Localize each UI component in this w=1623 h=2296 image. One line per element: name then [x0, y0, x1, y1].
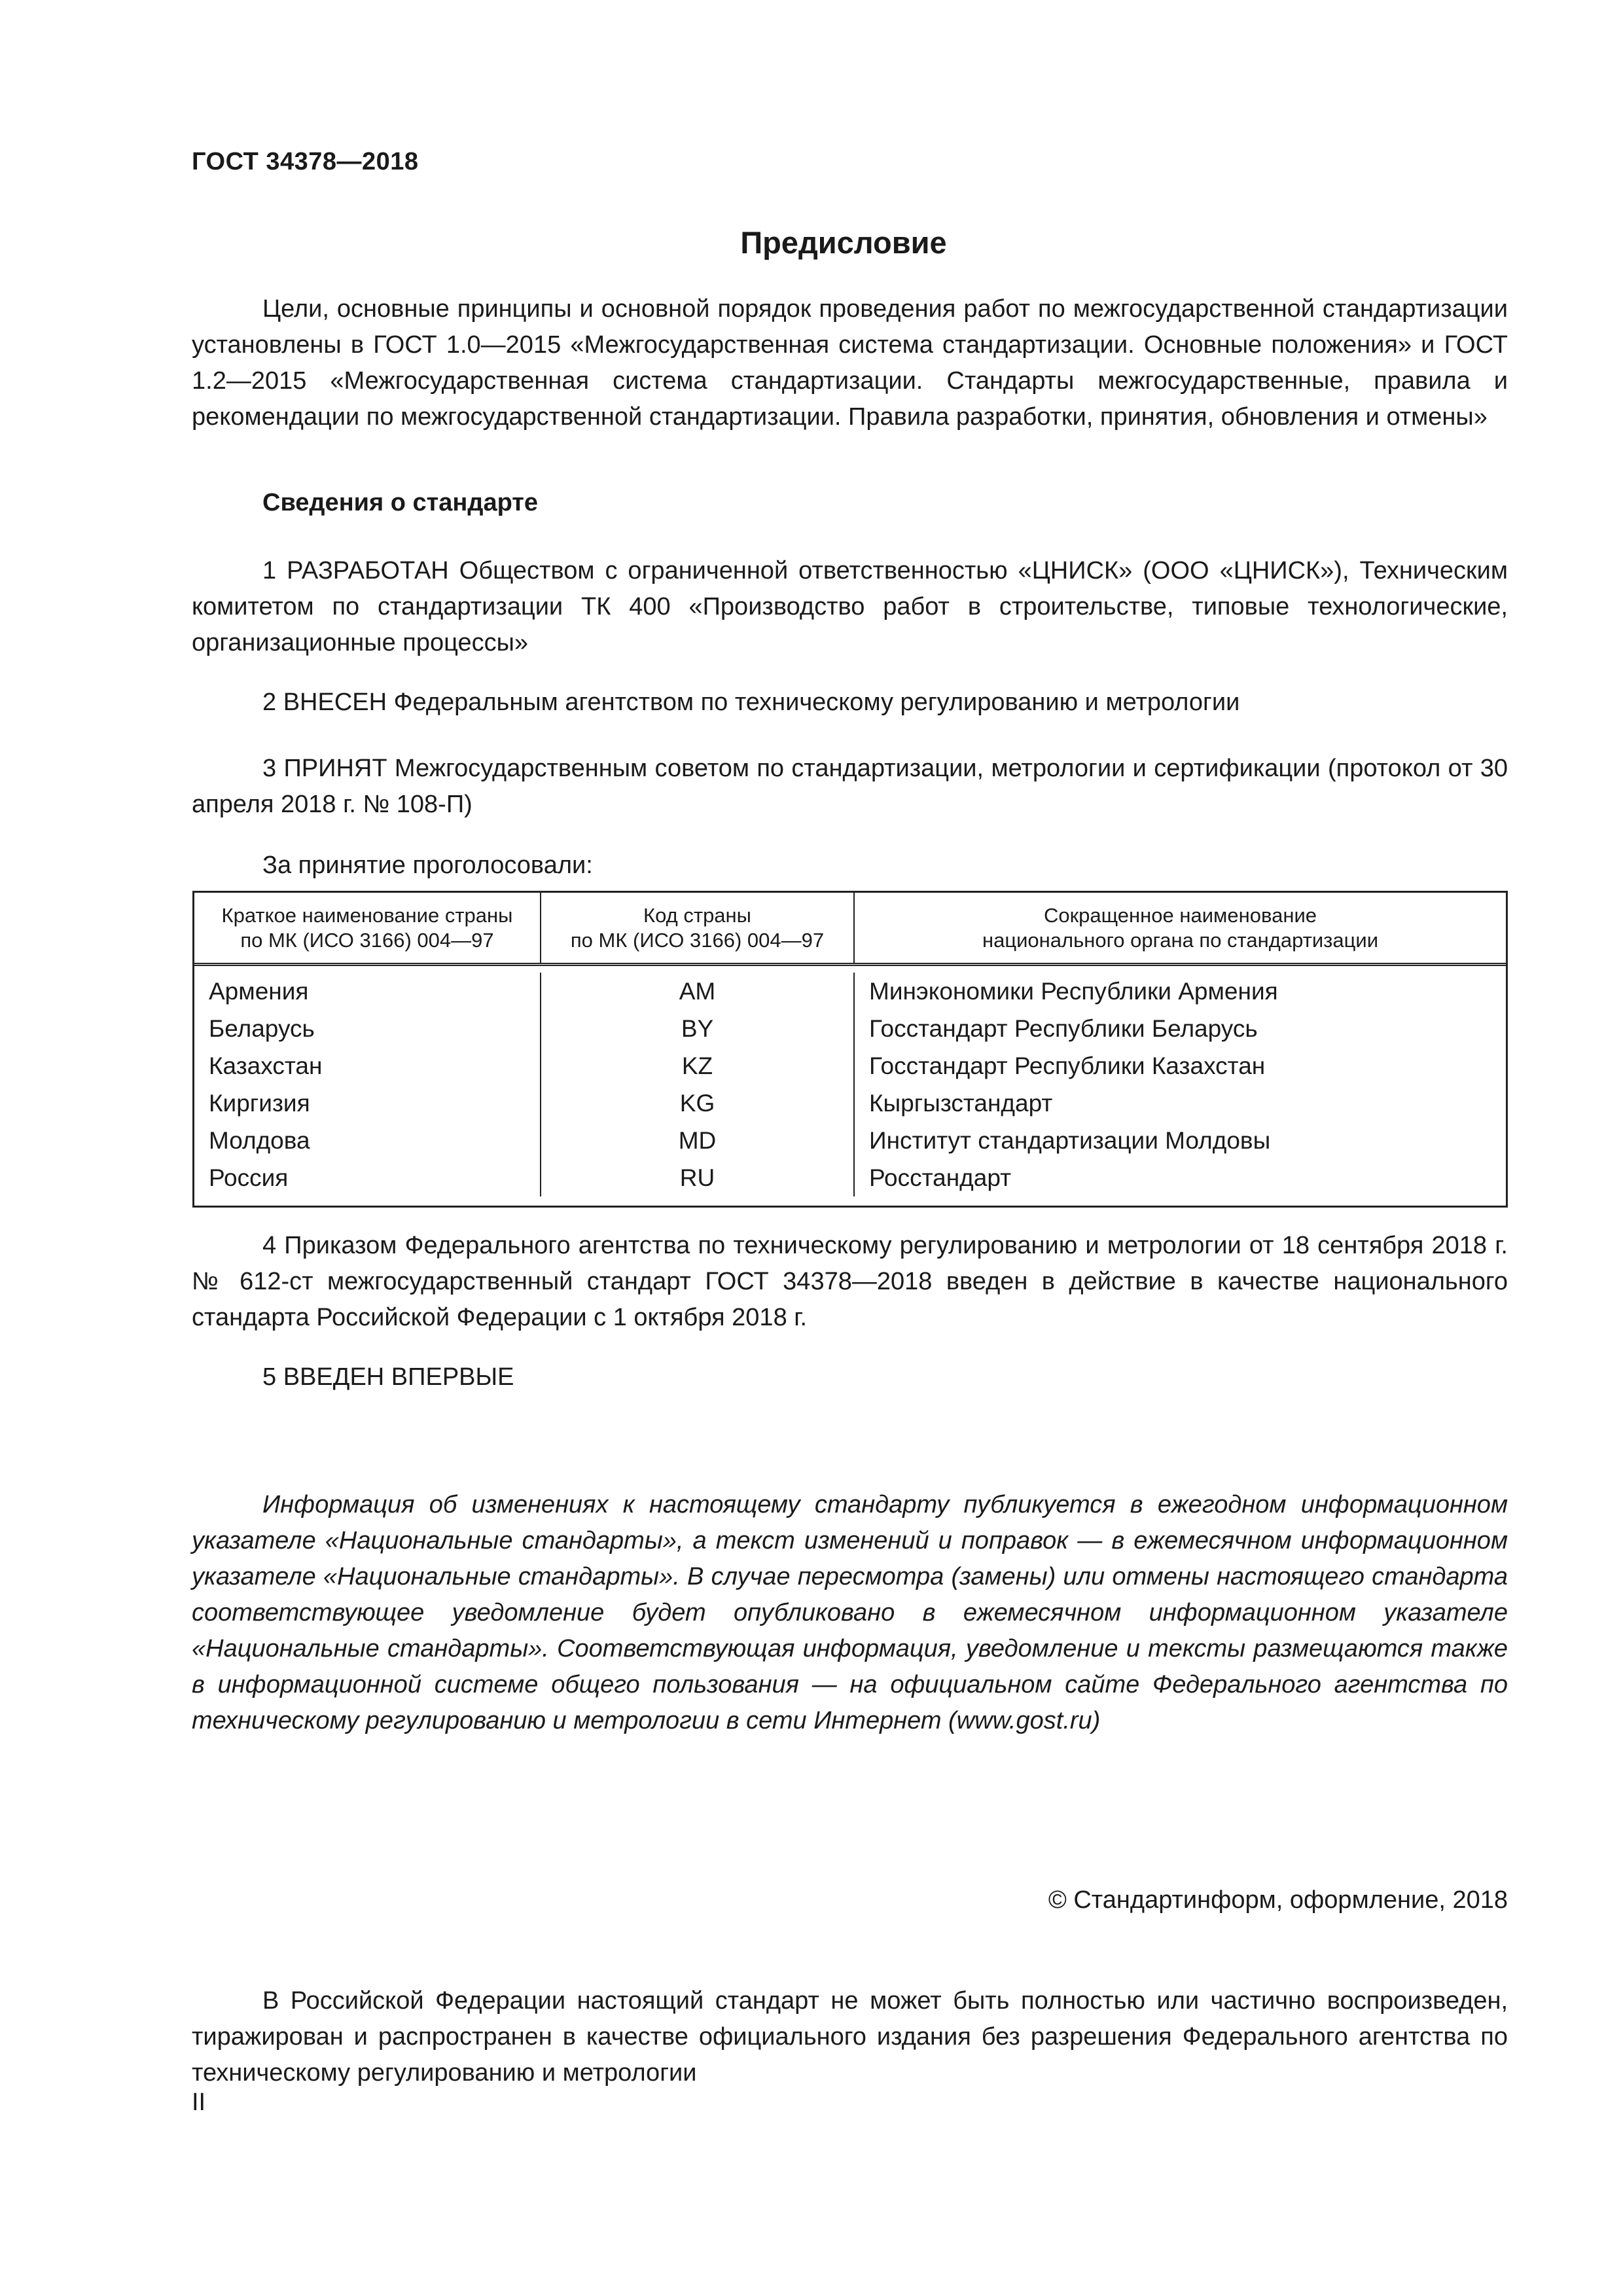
- table-cell-body: Госстандарт Республики Казахстан: [869, 1052, 1266, 1079]
- table-cell-country: Казахстан: [194, 1047, 541, 1085]
- table-cell-country: Киргизия: [194, 1085, 541, 1122]
- table-cell-code: AM: [541, 973, 855, 1010]
- vote-intro: За принятие проголосовали:: [262, 852, 593, 879]
- table-cell-country: Армения: [194, 973, 541, 1010]
- table-cell-country: Молдова: [194, 1122, 541, 1159]
- document-code-header: ГОСТ 34378—2018: [192, 148, 419, 175]
- table-row: [194, 973, 1506, 1010]
- table-cell-code: KG: [541, 1085, 855, 1122]
- changes-notice-paragraph: Информация об изменениях к настоящему стандарту публикуется в ежегодном информационном указателе «Национальные стандарты», а текст изменений и поправок — в ежемесячном информационном указателе «Национальные стандарты». В случае пересмотра (замены) или отмены настоящего стандарта соответствующее уведомление будет опубликовано в ежемесячном информационном указателе «Национальные стандарты». Соответствующая информация, уведомление и тексты размещаются также в информационной системе общего пользования — на официальном сайте Федерального агентства по техническому регулированию и метрологии в сети Интернет (www.gost.ru): [192, 1491, 1508, 1734]
- table-cell-body: Институт стандартизации Молдовы: [869, 1127, 1271, 1154]
- item-4-paragraph: 4 Приказом Федерального агентства по техническому регулированию и метрологии от 18 сентября 2018 г. № 612-ст межгосударственный стандарт ГОСТ 34378—2018 введен в действие в качестве национального стандарта Российской Федерации с 1 октября 2018 г.: [192, 1232, 1508, 1331]
- table-cell-body: Росстандарт: [869, 1164, 1012, 1191]
- table-cell-code: RU: [541, 1159, 855, 1196]
- table-cell-code: KZ: [541, 1047, 855, 1085]
- table-header-code: Код страны по МК (ИСО 3166) 004—97: [541, 893, 855, 963]
- table-cell-code: BY: [541, 1010, 855, 1047]
- item-5-paragraph: 5 ВВЕДЕН ВПЕРВЫЕ: [262, 1363, 514, 1391]
- table-header-row: [194, 893, 1506, 966]
- legal-notice-paragraph: В Российской Федерации настоящий стандарт не может быть полностью или частично воспроизведен, тиражирован и распространен в качестве официального издания без разрешения Федерального агентства по техническому регулированию и метрологии: [192, 1987, 1508, 2087]
- item-1-paragraph: 1 РАЗРАБОТАН Обществом с ограниченной ответственностью «ЦНИСК» (ООО «ЦНИСК»), Техническим комитетом по стандартизации ТК 400 «Производство работ в строительстве, типовые технологические, организационные процессы»: [192, 557, 1508, 656]
- table-header-body: Сокращенное наименование национального органа по стандартизации: [982, 903, 1379, 952]
- table-cell-country: Беларусь: [194, 1010, 541, 1047]
- page-number: II: [192, 2089, 206, 2116]
- table-row: [194, 1010, 1506, 1047]
- table-header-country: Краткое наименование страны по МК (ИСО 3166) 004—97: [194, 893, 541, 963]
- section-subheading: Сведения о стандарте: [262, 489, 539, 516]
- table-row: [194, 1047, 1506, 1085]
- item-2-paragraph: 2 ВНЕСЕН Федеральным агентством по техническому регулированию и метрологии: [262, 689, 1240, 716]
- voting-table: [192, 891, 1508, 1208]
- table-cell-body: Минэкономики Республики Армения: [869, 978, 1278, 1005]
- page-title: Предисловие: [740, 225, 947, 260]
- table-body: [194, 966, 1506, 1206]
- table-cell-country: Россия: [194, 1159, 541, 1196]
- table-row: [194, 1159, 1506, 1196]
- item-3-paragraph: 3 ПРИНЯТ Межгосударственным советом по стандартизации, метрологии и сертификации (протокол от 30 апреля 2018 г. № 108-П): [192, 755, 1508, 818]
- intro-paragraph: Цели, основные принципы и основной порядок проведения работ по межгосударственной стандартизации установлены в ГОСТ 1.0—2015 «Межгосударственная система стандартизации. Основные положения» и ГОСТ 1.2—2015 «Межгосударственная система стандартизации. Стандарты межгосударственные, правила и рекомендации по межгосударственной стандартизации. Правила разработки, принятия, обновления и отмены»: [192, 295, 1508, 431]
- table-cell-body: Госстандарт Республики Беларусь: [869, 1015, 1258, 1042]
- table-cell-code: MD: [541, 1122, 855, 1159]
- copyright-line: © Стандартинформ, оформление, 2018: [1048, 1886, 1508, 1914]
- table-cell-body: Кыргызстандарт: [869, 1090, 1053, 1117]
- table-row: [194, 1122, 1506, 1159]
- table-row: [194, 1085, 1506, 1122]
